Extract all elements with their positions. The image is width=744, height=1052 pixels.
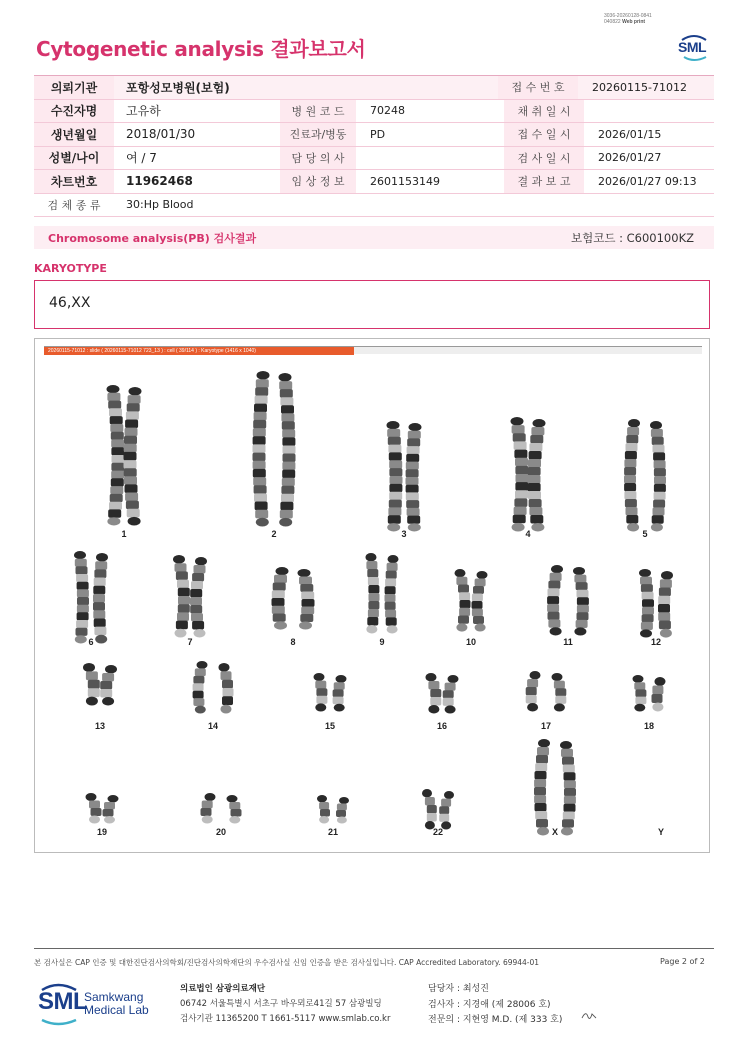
chromosome-label-4: 4	[525, 529, 531, 539]
karyotype-value: 46,XX	[49, 295, 91, 311]
info-row-dob	[34, 123, 714, 147]
chromosome-pair-5	[624, 419, 666, 532]
chromosome-label-Y: Y	[657, 827, 665, 837]
chromosome-label-2: 2	[271, 529, 277, 539]
info-row-patient	[34, 100, 714, 124]
chromosome-label-11: 11	[563, 637, 573, 647]
signature-mark	[580, 1008, 600, 1022]
chromosome-label-12: 12	[650, 637, 662, 647]
chart-label: 차트번호	[34, 170, 114, 193]
sml-logo-bottom	[36, 982, 166, 1026]
chromosome-label-8: 8	[290, 637, 296, 647]
chromosome-pair-17	[526, 671, 567, 712]
hospital-value: 포항성모병원(보험)	[126, 80, 230, 95]
logo-company-name	[84, 991, 149, 1017]
chromosome-pair-3	[387, 421, 422, 532]
hosp-code-label: 병 원 코 드	[280, 100, 356, 123]
karyogram-image	[34, 338, 710, 853]
karyotype-result-box	[34, 280, 710, 329]
chromosome-label-22: 22	[432, 827, 444, 837]
report-label: 결 과 보 고	[504, 170, 584, 193]
chromosome-label-17: 17	[540, 721, 552, 731]
staff-manager: 담당자 : 최성진	[428, 984, 489, 994]
chromosome-label-X: X	[551, 827, 559, 837]
chromosome-label-7: 7	[187, 637, 193, 647]
organization-info	[180, 982, 390, 1027]
web-print-label: Web print	[622, 19, 646, 25]
chromosome-pair-13	[83, 663, 117, 706]
chromosome-pair-2	[253, 371, 296, 527]
info-row-specimen	[34, 194, 714, 218]
chromosome-label-10: 10	[465, 637, 477, 647]
chromosome-label-21: 21	[327, 827, 339, 837]
staff-specialist: 전문의 : 지현영 M.D. (제 333 호)	[428, 1015, 563, 1025]
receipt-no-value: 20260115-71012	[592, 80, 687, 94]
staff-info	[428, 982, 562, 1029]
report-title: Cytogenetic analysis 결과보고서	[36, 37, 366, 61]
chromosome-pair-22	[422, 789, 454, 830]
staff-tester: 검사자 : 지경애 (제 28006 호)	[428, 999, 551, 1010]
logo-name-line1: Samkwang	[84, 990, 144, 1004]
chromosome-pair-21	[317, 795, 349, 824]
dept-value: PD	[370, 127, 386, 141]
certification-note: 본 검사실은 CAP 인증 및 대한진단검사의학회/진단검사의학재단의 우수검사실 신임 인증을 받은 검사실입니다. CAP Accredited Laboratory. 69944-01	[34, 958, 540, 967]
patient-value: 고유하	[126, 104, 161, 119]
organization-address: 06742 서울특별시 서초구 바우뫼로41길 57 삼광빌딩	[180, 999, 382, 1009]
dept-label: 진료과/병동	[280, 123, 356, 146]
dob-value: 2018/01/30	[126, 127, 196, 142]
chromosome-pair-12	[639, 569, 673, 638]
organization-contact: 검사기관 11365200 T 1661-5117 www.smlab.co.kr	[180, 1014, 391, 1024]
collect-date-value	[584, 100, 714, 123]
image-header-bar	[44, 346, 702, 354]
karyogram-svg	[35, 355, 711, 853]
chromosome-label-6: 6	[88, 637, 94, 647]
karyotype-label: KARYOTYPE	[34, 262, 107, 275]
chromosome-label-15: 15	[324, 721, 336, 731]
patient-label: 수진자명	[34, 100, 114, 123]
doctor-label: 담 당 의 사	[280, 147, 356, 170]
logo-text: SML	[678, 39, 707, 55]
chromosome-pair-15	[314, 673, 347, 712]
sex-age-value: 여 / 7	[126, 151, 157, 166]
document-id	[604, 13, 652, 25]
doctor-value	[356, 147, 504, 170]
specimen-label: 검 체 종 류	[47, 198, 101, 212]
info-row-chart	[34, 170, 714, 194]
analysis-title: Chromosome analysis(PB) 검사결과	[48, 231, 257, 245]
chromosome-pair-20	[201, 793, 242, 824]
analysis-header	[34, 226, 714, 249]
organization-name: 의료법인 삼광의료재단	[180, 984, 266, 994]
document-id-line1: 3036-20260128-0841	[604, 13, 652, 19]
chromosome-label-16: 16	[436, 721, 448, 731]
info-row-hospital	[34, 76, 714, 100]
chromosome-pair-18	[633, 675, 666, 712]
chromosome-label-18: 18	[643, 721, 655, 731]
chart-value: 11962468	[126, 174, 193, 189]
chromosome-pair-16	[426, 673, 459, 714]
chromosome-label-9: 9	[379, 637, 385, 647]
sex-age-label: 성별/나이	[34, 147, 114, 170]
chromosome-pair-10	[455, 569, 488, 632]
document-id-code: 040822	[604, 19, 621, 25]
chromosome-pair-9	[366, 553, 399, 634]
info-row-sex-age	[34, 147, 714, 171]
receipt-date-label: 접 수 일 시	[504, 123, 584, 146]
chromosome-pair-4	[511, 417, 546, 532]
chromosome-pair-7	[173, 555, 207, 638]
chromosome-label-3: 3	[401, 529, 407, 539]
footer-divider	[34, 948, 714, 949]
page-number: Page 2 of 2	[660, 957, 705, 966]
logo-name-line2: Medical Lab	[84, 1003, 149, 1017]
chromosome-pair-8	[272, 567, 315, 630]
clinical-label: 임 상 정 보	[280, 170, 356, 193]
chromosome-pair-14	[193, 661, 234, 714]
test-date-label: 검 사 일 시	[504, 147, 584, 170]
logo-text: SML	[38, 988, 88, 1015]
sml-logo-top	[674, 30, 714, 62]
chromosome-label-1: 1	[121, 529, 127, 539]
collect-date-label: 채 취 일 시	[504, 100, 584, 123]
chromosome-label-13: 13	[94, 721, 106, 731]
chromosome-pair-1	[107, 385, 142, 526]
report-value: 2026/01/27 09:13	[598, 174, 697, 188]
chromosome-pair-6	[74, 551, 108, 644]
hospital-label: 의뢰기관	[34, 76, 114, 99]
image-tag: 20260115-71012 : slide ( 20260115-71012 723_13 ) : cell ( 39/114 ) : Karyotype (1416 x 1040)	[44, 347, 354, 355]
patient-info-table	[34, 75, 714, 217]
chromosome-pair-19	[86, 793, 119, 824]
insurance-code: 보험코드 : C600100KZ	[571, 230, 694, 245]
chromosome-pair-11	[547, 565, 589, 636]
chromosome-label-20: 20	[215, 827, 227, 837]
chromosome-pair-X	[534, 739, 576, 836]
specimen-value: 30:Hp Blood	[126, 198, 194, 212]
receipt-no-label: 접 수 번 호	[498, 76, 578, 99]
test-date-value: 2026/01/27	[598, 151, 662, 165]
dob-label: 생년월일	[34, 123, 114, 146]
chromosome-label-19: 19	[96, 827, 108, 837]
clinical-value: 2601153149	[370, 174, 440, 188]
chromosome-label-14: 14	[207, 721, 219, 731]
chromosome-label-5: 5	[642, 529, 648, 539]
receipt-date-value: 2026/01/15	[598, 127, 662, 141]
hosp-code-value: 70248	[370, 104, 405, 118]
